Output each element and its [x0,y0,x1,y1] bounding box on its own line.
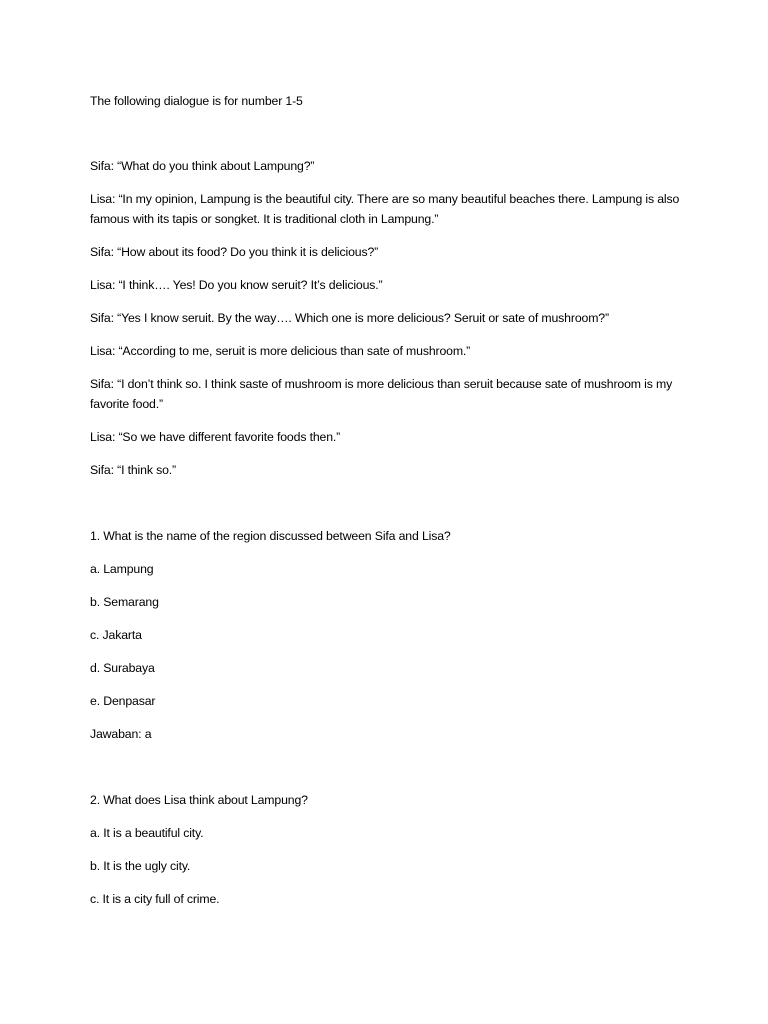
answer-option: d. Surabaya [90,661,155,675]
dialogue-line: Lisa: “So we have different favorite foods then.” [90,430,341,444]
answer-key: Jawaban: a [90,727,152,741]
answer-option: c. Jakarta [90,628,142,642]
document-content [90,91,690,922]
dialogue-line: Sifa: “Yes I know seruit. By the way…. Which one is more delicious? Seruit or sate of mushroom?” [90,311,609,325]
dialogue-line: Lisa: “I think…. Yes! Do you know seruit? It’s delicious.” [90,278,383,292]
dialogue [90,156,690,480]
question-1 [90,526,690,744]
dialogue-line: Sifa: “I think so.” [90,463,176,477]
dialogue-line: Sifa: “How about its food? Do you think it is delicious?” [90,245,379,259]
dialogue-line: Lisa: “In my opinion, Lampung is the beautiful city. There are so many beautiful beaches there. Lampung is also famous with its tapis or songket. It is traditional cloth in Lampung.” [90,192,680,226]
dialogue-line: Sifa: “I don’t think so. I think saste of mushroom is more delicious than seruit because sate of mushroom is my favorite food.” [90,377,673,411]
dialogue-line: Sifa: “What do you think about Lampung?” [90,159,315,173]
document-heading: The following dialogue is for number 1-5 [90,94,303,108]
answer-option: b. Semarang [90,595,159,609]
answer-option: a. It is a beautiful city. [90,826,204,840]
answer-option: a. Lampung [90,562,154,576]
dialogue-line: Lisa: “According to me, seruit is more delicious than sate of mushroom.” [90,344,471,358]
answer-option: c. It is a city full of crime. [90,892,220,906]
answer-option: e. Denpasar [90,694,156,708]
answer-option: b. It is the ugly city. [90,859,191,873]
question-2 [90,790,690,909]
question-text: 1. What is the name of the region discussed between Sifa and Lisa? [90,529,451,543]
question-text: 2. What does Lisa think about Lampung? [90,793,308,807]
